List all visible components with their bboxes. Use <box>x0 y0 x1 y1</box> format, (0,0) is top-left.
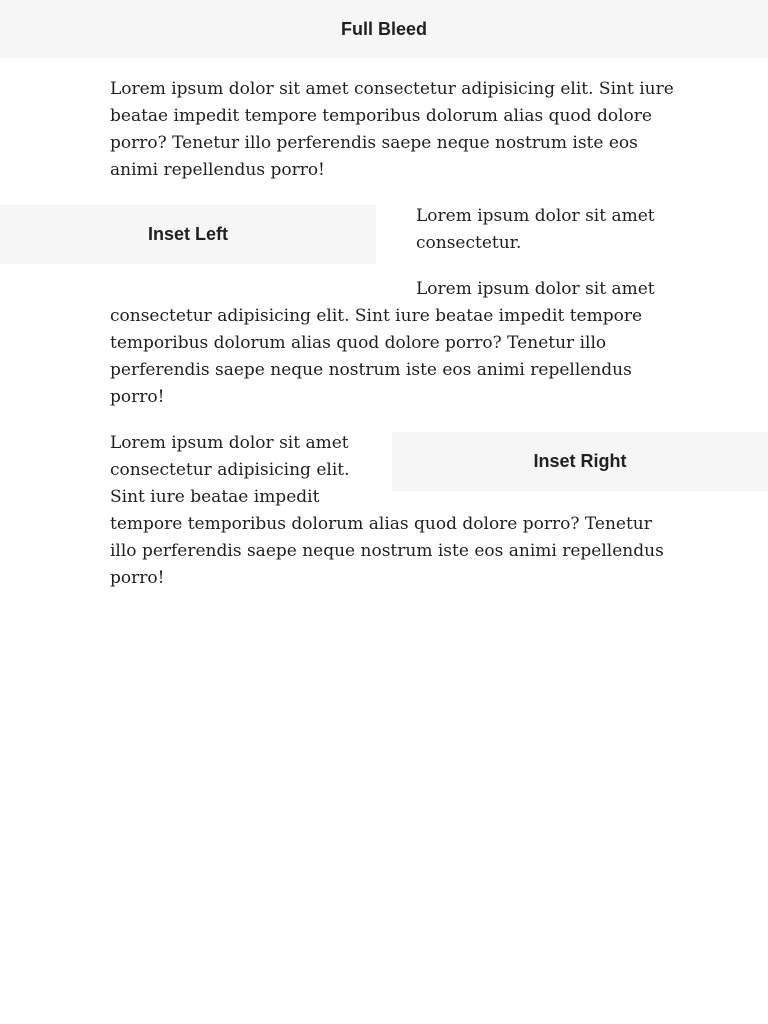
paragraph-line: Lorem ipsum dolor sit amet <box>416 206 655 226</box>
paragraph-line: Sint iure beatae impedit <box>110 487 320 507</box>
inset-left-label: Inset Left <box>147 224 228 244</box>
full-bleed-block <box>0 0 768 58</box>
paragraph-line: consectetur. <box>416 233 522 253</box>
paragraph-4 <box>110 430 664 592</box>
paragraph-line: perferendis saepe neque nostrum iste eos animi repellendus <box>110 360 632 380</box>
paragraph-line: Lorem ipsum dolor sit amet consectetur adipisicing elit. Sint iure <box>110 79 674 99</box>
paragraph-2 <box>416 203 655 257</box>
paragraph-line: tempore temporibus dolorum alias quod dolore porro? Tenetur <box>110 514 652 534</box>
paragraph-1 <box>110 76 674 184</box>
paragraph-line: Lorem ipsum dolor sit amet <box>416 279 655 299</box>
paragraph-line: porro! <box>110 568 165 588</box>
paragraph-line: consectetur adipisicing elit. Sint iure beatae impedit tempore <box>110 306 643 326</box>
paragraph-3-first-line <box>416 276 655 303</box>
paragraph-line: porro? Tenetur illo perferendis saepe neque nostrum iste eos <box>110 133 638 153</box>
inset-right-label: Inset Right <box>533 451 627 471</box>
full-bleed-label: Full Bleed <box>340 18 427 39</box>
paragraph-line: porro! <box>110 387 165 407</box>
paragraph-line: beatae impedit tempore temporibus dolorum alias quod dolore <box>110 106 652 126</box>
paragraph-line: Lorem ipsum dolor sit amet <box>110 433 349 453</box>
paragraph-line: illo perferendis saepe neque nostrum iste eos animi repellendus <box>110 541 664 561</box>
paragraph-line: animi repellendus porro! <box>110 160 325 180</box>
paragraph-line: temporibus dolorum alias quod dolore porro? Tenetur illo <box>110 333 607 353</box>
paragraph-3 <box>110 303 642 411</box>
inset-left-block <box>0 205 376 264</box>
paragraph-line: consectetur adipisicing elit. <box>110 460 350 480</box>
